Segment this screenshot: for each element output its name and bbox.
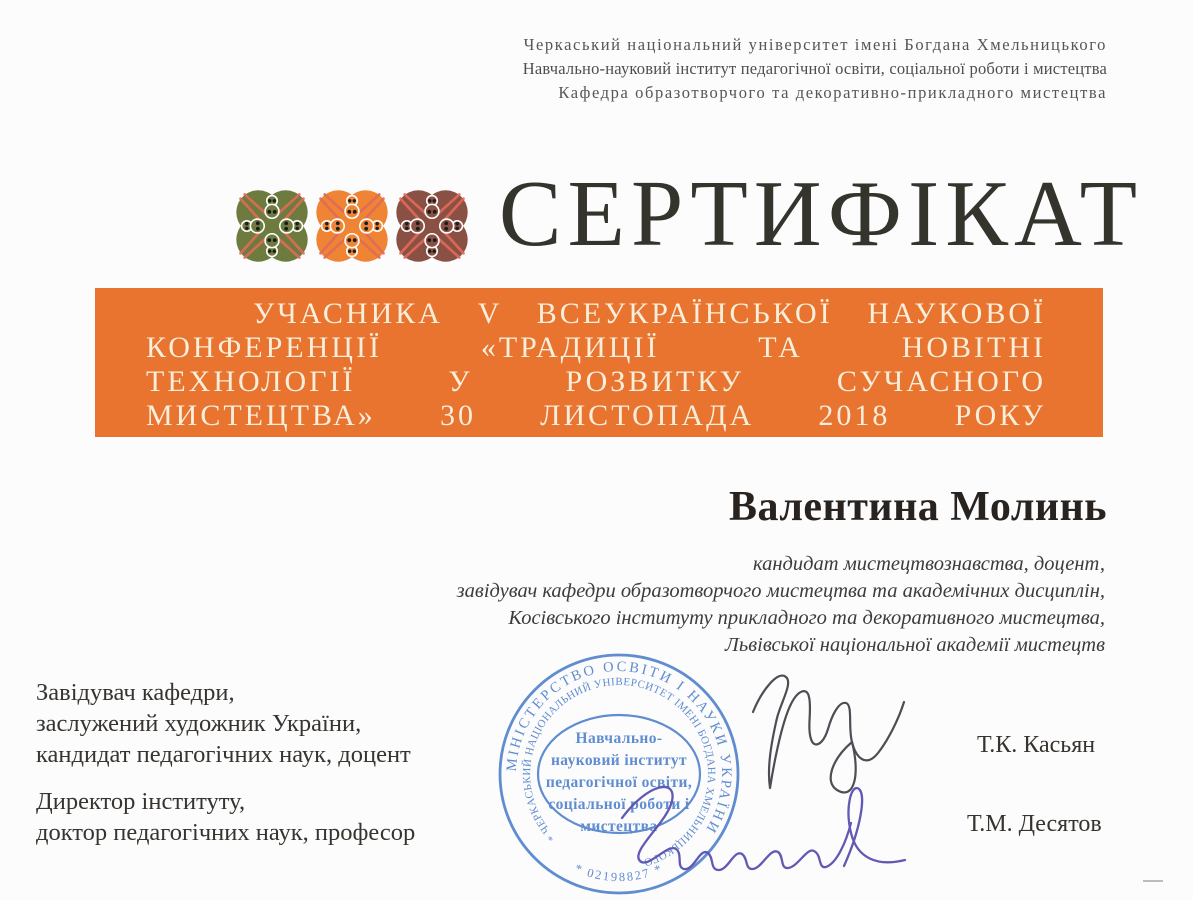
signatory-name-desyatov: Т.М. Десятов: [967, 811, 1102, 837]
quatrefoil-green-icon: [236, 190, 307, 261]
recipient-title-line: завідувач кафедри образотворчого мистецтва та академічних дисциплін,: [456, 580, 1105, 602]
banner-line: МИСТЕЦТВА» 30 ЛИСТОПАДА 2018 РОКУ: [146, 399, 1046, 432]
svg-text:педагогічної освіти,: педагогічної освіти,: [545, 774, 693, 791]
signature-desyatov: [622, 787, 905, 870]
certificate-title: СЕРТИФІКАТ: [498, 162, 1143, 266]
signature-kasyan: [753, 676, 904, 793]
signatures: [560, 620, 960, 900]
svg-text:Навчально-: Навчально-: [575, 730, 663, 747]
recipient-title-line: Львівської національної академії мистецтв: [725, 634, 1105, 656]
banner-line: ТЕХНОЛОГІЇ У РОЗВИТКУ СУЧАСНОГО: [146, 365, 1046, 398]
recipient-title-line: кандидат мистецтвознавства, доцент,: [753, 553, 1105, 575]
recipient-name: Валентина Молинь: [728, 484, 1107, 530]
role-line: заслужений художник України,: [36, 710, 362, 737]
signatory-role-head-of-chair: [36, 677, 411, 770]
institution-header: [523, 33, 1107, 105]
svg-text:науковий інститут: науковий інститут: [550, 752, 688, 769]
role-line: Директор інституту,: [36, 788, 246, 815]
role-line: Завідувач кафедри,: [36, 679, 235, 706]
quatrefoil-orange-icon: [316, 190, 387, 261]
quatrefoil-maroon-icon: [396, 190, 467, 261]
svg-text:соціальної роботи і: соціальної роботи і: [548, 796, 690, 813]
signatory-role-director: [36, 786, 415, 848]
institution-line-2: Навчально-науковий інститут педагогічної освіти, соціальної роботи і мистецтва: [522, 59, 1107, 78]
stamp-inner-ring-text: * ЧЕРКАСЬКИЙ НАЦІОНАЛЬНИЙ УНІВЕРСИТЕТ ІМЕНІ БОГДАНА ХМЕЛЬНИЦЬКОГО: [521, 676, 718, 869]
banner-line: КОНФЕРЕНЦІЇ «ТРАДИЦІЇ ТА НОВІТНІ: [146, 331, 1046, 364]
institution-line-1: Черкаський національний університет імені Богдана Хмельницького: [523, 35, 1107, 54]
stamp-outer-ring-text: МІНІСТЕРСТВО ОСВІТИ І НАУКИ УКРАЇНИ: [503, 658, 735, 838]
svg-text:мистецтва: мистецтва: [580, 818, 658, 835]
role-line: кандидат педагогічних наук, доцент: [36, 741, 411, 768]
banner-line: УЧАСНИКА V ВСЕУКРАЇНСЬКОЇ НАУКОВОЇ: [253, 297, 1046, 330]
role-line: доктор педагогічних наук, професор: [36, 819, 416, 846]
recipient-title-line: Косівського інституту прикладного та декоративного мистецтва,: [508, 607, 1105, 629]
stamp-code: * 02198827 *: [572, 861, 666, 885]
signatory-name-kasyan: Т.К. Касьян: [977, 732, 1096, 758]
participation-banner: [95, 288, 1103, 437]
scan-artifact: [1143, 880, 1163, 882]
institution-line-3: Кафедра образотворчого та декоративно-прикладного мистецтва: [558, 83, 1107, 102]
quatrefoil-ornaments-icon: [234, 180, 474, 272]
